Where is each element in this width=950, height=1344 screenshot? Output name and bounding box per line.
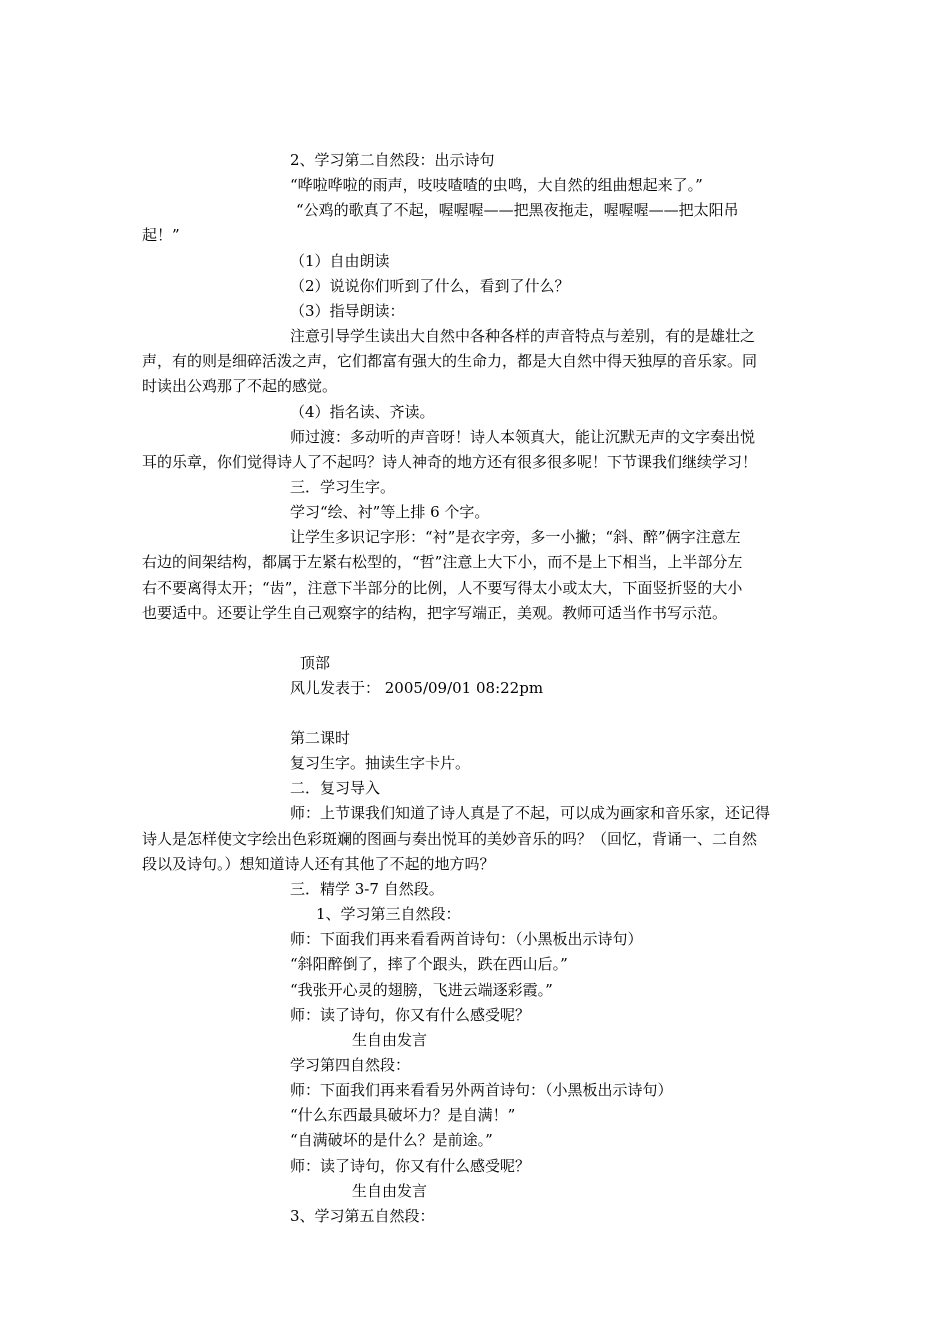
- heading-fifth-paragraph: 3、学习第五自然段：: [290, 1207, 435, 1225]
- teacher-poems-intro-2: 师：下面我们再来看看另外两首诗句：（小黑板出示诗句）: [290, 1081, 673, 1099]
- heading-learn-characters: 三．学习生字。: [290, 478, 396, 496]
- step-named-reading: （4）指名读、齐读。: [290, 403, 435, 421]
- heading-fourth-paragraph: 学习第四自然段：: [290, 1056, 411, 1074]
- heading-review-intro: 二．复习导入: [290, 779, 381, 797]
- paragraph-characters-line3: 右不要离得太开；“齿”，注意下半部分的比例，人不要写得太小或太大，下面竖折竖的大小: [142, 579, 743, 597]
- step-guided-reading: （3）指导朗读：: [290, 302, 405, 320]
- poem-line-sunset: “斜阳醉倒了，摔了个跟头，跌在西山后。”: [290, 955, 568, 973]
- paragraph-review-line2: 诗人是怎样使文字绘出色彩斑斓的图画与奏出悦耳的美妙音乐的吗？（回忆，背诵一、二自然: [142, 830, 758, 848]
- top-link[interactable]: 顶部: [300, 654, 331, 672]
- heading-second-paragraph: 2、学习第二自然段：出示诗句: [290, 151, 495, 169]
- paragraph-characters-line1: 让学生多识记字形：“衬”是衣字旁，多一小撇；“斜、醉”俩字注意左: [290, 528, 741, 546]
- paragraph-review-line3: 段以及诗句。）想知道诗人还有其他了不起的地方吗？: [142, 855, 495, 873]
- step-discuss: （2）说说你们听到了什么，看到了什么？: [290, 277, 570, 295]
- paragraph-characters-line2: 右边的间架结构，都属于左紧右松型的，“哲”注意上大下小，而不是上下相当，上半部分左: [142, 553, 743, 571]
- paragraph-transition-line1: 师过渡：多动听的声音呀！诗人本领真大，能让沉默无声的文字奏出悦: [290, 428, 756, 446]
- heading-third-paragraph: 1、学习第三自然段：: [316, 905, 461, 923]
- poem-line-future: “自满破坏的是什么？是前途。”: [290, 1131, 493, 1149]
- poem-line-rooster-cont: 起！”: [142, 226, 180, 244]
- paragraph-characters-line4: 也要适中。还要让学生自己观察字的结构，把字写端正，美观。教师可适当作书写示范。: [142, 604, 728, 622]
- teacher-poems-intro: 师：下面我们再来看看两首诗句：（小黑板出示诗句）: [290, 930, 643, 948]
- teacher-question-1: 师：读了诗句，你又有什么感受呢？: [290, 1006, 531, 1024]
- review-characters: 复习生字。抽读生字卡片。: [290, 754, 471, 772]
- paragraph-review-line1: 师：上节课我们知道了诗人真是了不起，可以成为画家和音乐家，还记得: [290, 804, 771, 822]
- teacher-question-2: 师：读了诗句，你又有什么感受呢？: [290, 1157, 531, 1175]
- step-free-reading: （1）自由朗读: [290, 252, 390, 270]
- paragraph-guidance-line2: 声，有的则是细碎活泼之声，它们都富有强大的生命力，都是大自然中得天独厚的音乐家。同: [142, 352, 758, 370]
- poem-line-rain: “哗啦哗啦的雨声，吱吱喳喳的虫鸣，大自然的组曲想起来了。”: [290, 176, 703, 194]
- paragraph-transition-line2: 耳的乐章，你们觉得诗人了不起吗？诗人神奇的地方还有很多很多呢！下节课我们继续学习！: [142, 453, 758, 471]
- heading-study-paragraphs: 三．精学 3-7 自然段。: [290, 880, 444, 898]
- student-free-speech-2: 生自由发言: [352, 1182, 428, 1200]
- learn-six-characters: 学习“绘、衬”等上排 6 个字。: [290, 503, 490, 521]
- poem-line-rooster: “公鸡的歌真了不起，喔喔喔——把黑夜拖走，喔喔喔——把太阳吊: [296, 201, 739, 219]
- poem-line-wings: “我张开心灵的翅膀，飞进云端逐彩霞。”: [290, 981, 553, 999]
- poem-line-complacency: “什么东西最具破坏力？是自满！”: [290, 1106, 516, 1124]
- paragraph-guidance-line1: 注意引导学生读出大自然中各种各样的声音特点与差别，有的是雄壮之: [290, 327, 756, 345]
- post-meta: 风儿发表于： 2005/09/01 08:22pm: [290, 679, 544, 697]
- paragraph-guidance-line3: 时读出公鸡那了不起的感觉。: [142, 377, 338, 395]
- student-free-speech-1: 生自由发言: [352, 1031, 428, 1049]
- heading-second-lesson: 第二课时: [290, 729, 351, 747]
